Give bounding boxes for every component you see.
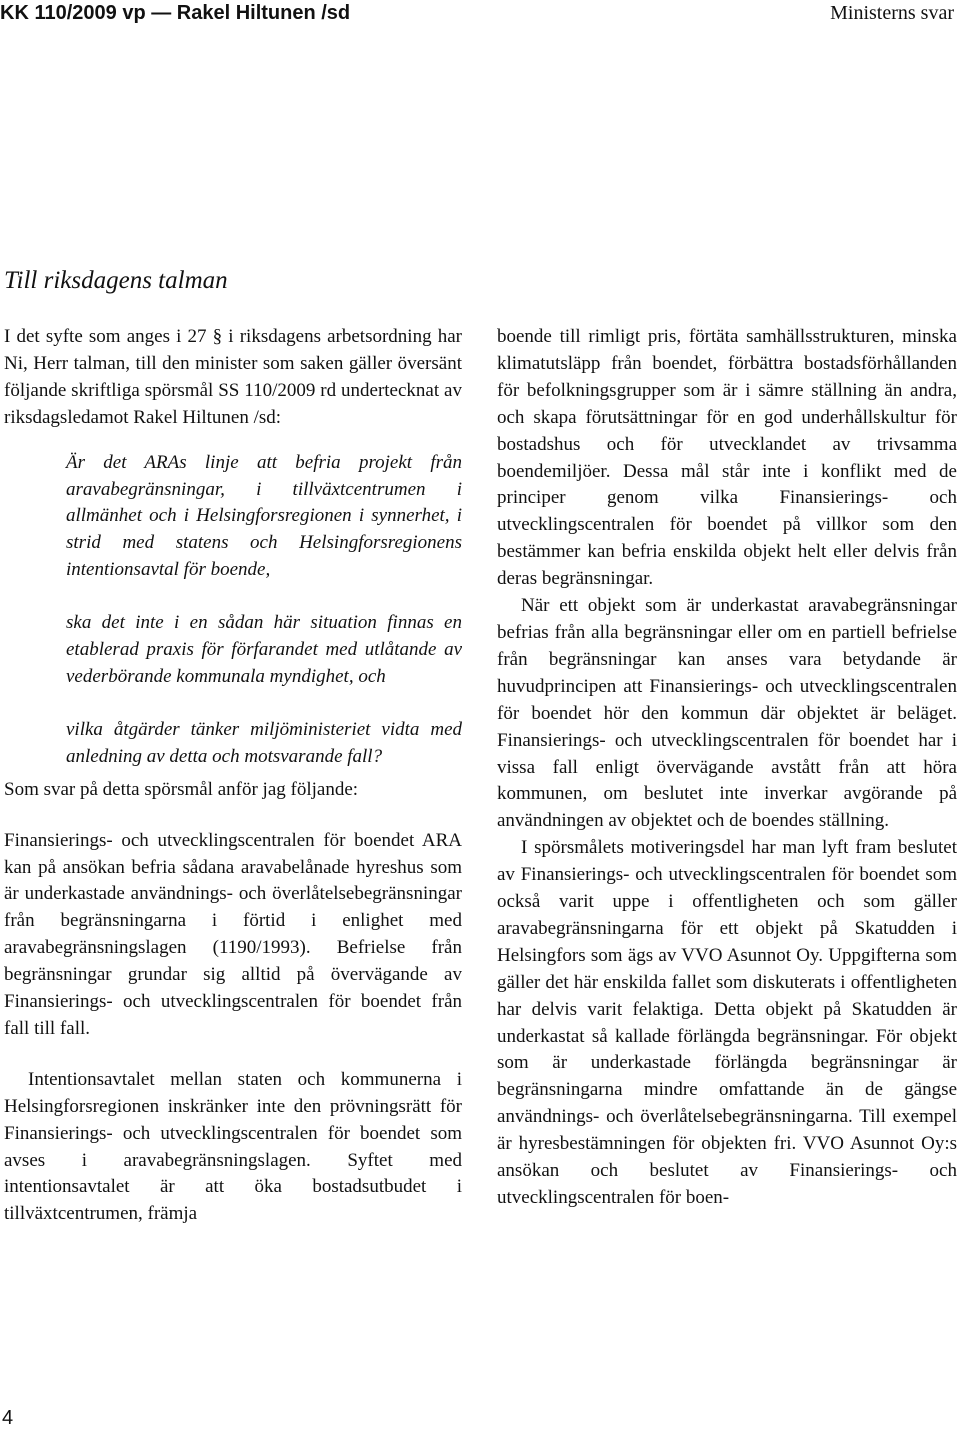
question-3: vilka åtgärder tänker miljöministeriet vidta med anledning av detta och motsvarande fall? — [66, 718, 462, 767]
answer-paragraph-3: boende till rimligt pris, förtäta samhällsstrukturen, minska klimatutsläpp från boendet, förbättra bostadsförhållanden för befolkningsgrupper som är i sämre ställning än andra, och skapa förutsättningar för en god underhållskultur för bostadshus och för utvecklandet av trivsamma boendemiljöer. Dessa mål står inte i konflikt med de principer genom vilka Finansierings- och utvecklingscentralen för boendet på villkor som den bestämmer kan befria enskilda objekt helt eller delvis från deras begränsningar. — [497, 326, 957, 590]
left-column — [4, 324, 462, 1228]
answer-paragraph-2: Intentionsavtalet mellan staten och kommunerna i Helsingforsregionen inskränker inte den prövningsrätt för Finansierings- och utvecklingscentralen för boendet som avses i aravabegränsningslagen. Syftet med intentionsavtalet är att öka bostadsutbudet i tillväxtcentrumen, främja — [4, 1068, 462, 1225]
question-1: Är det ARAs linje att befria projekt från aravabegränsningar, i tillväxtcentrumen i allmänhet och i Helsingforsregionen i synnerhet, i strid med statens och Helsingforsregionens intentionsavtal för boende, — [66, 451, 462, 581]
answer-paragraph-5: I spörsmålets motiveringsdel har man lyft fram beslutet av Finansierings- och utvecklingscentralen för boendet som också varit uppe i offentligheten och som gäller aravabegränsningarna för ett objekt på Skatudden i Helsingfors som ägs av VVO Asunnot Oy. Uppgifterna som gäller det här enskilda fallet som diskuterats i offentligheten har delvis varit felaktiga. Detta objekt på Skatudden är underkastat så kallade förlängda begränsningar. För objekt som är underkastade förlängda begränsningar är begränsningarna mindre omfattande än de gängse användnings- och överlåtelsebegränsningarna. Till exempel är hyresbestämningen för objekten fri. VVO Asunnot Oy:s ansökan och beslutet av Finansierings- och utvecklingscentralen för boen- — [497, 837, 957, 1208]
answer-intro: Som svar på detta spörsmål anför jag följande: — [4, 778, 359, 800]
right-column — [497, 324, 957, 1212]
answer-paragraph-4: När ett objekt som är underkastat aravabegränsningar befrias från alla begränsningar eller om en partiell befrielse från begränsningar kan anses vara betydande är huvudprincipen att Finansierings- och utvecklingscentralen för boendet hör den kommun där objektet är beläget. Finansierings- och utvecklingscentralen för boendet har i vissa fall enligt övervägande avstått från att höra kommunen, om beslutet inte inverkar avgörande på användningen av objektet och de boendes ställning. — [497, 595, 957, 832]
page-title: Till riksdagens talman — [4, 267, 228, 294]
intro-paragraph: I det syfte som anges i 27 § i riksdagens arbetsordning har Ni, Herr talman, till den minister som saken gäller översänt följande skriftliga spörsmål SS 110/2009 rd undertecknat av riksdagsledamot Rakel Hiltunen /sd: — [4, 326, 462, 428]
question-2: ska det inte i en sådan här situation finnas en etablerad praxis för förfarandet med utlåtande av vederbörande kommunala myndighet, och — [66, 612, 462, 687]
page-number: 4 — [2, 1407, 14, 1429]
document-header-reference: KK 110/2009 vp — Rakel Hiltunen /sd — [0, 2, 351, 24]
answer-paragraph-1: Finansierings- och utvecklingscentralen för boendet ARA kan på ansökan befria sådana aravabelånade hyreshus som är underkastade användnings- och överlåtelsebegränsningar från begränsningarna i förtid i enlighet med aravabegränsningslagen (1190/1993). Befrielse från begränsningar grundar sig alltid på övervägande av Finansierings- och utvecklingscentralen för boendet från fall till fall. — [4, 829, 462, 1039]
document-header-section: Ministerns svar — [830, 2, 954, 24]
